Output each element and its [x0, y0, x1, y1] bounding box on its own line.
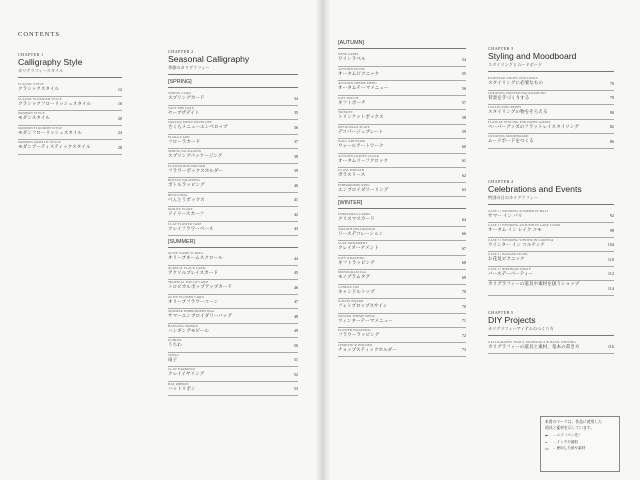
- toc-entry: [18, 126, 122, 141]
- entry-page-number: 67: [461, 245, 466, 251]
- nib-icon: ✒: [545, 433, 549, 439]
- entry-page-number: 63: [461, 187, 466, 192]
- toc-entry: [338, 125, 466, 140]
- entry-japanese: モダンフローリッシュスタイル: [18, 129, 82, 135]
- section-rule: [168, 247, 298, 248]
- toc-entry: [338, 343, 466, 358]
- entry-page-number: 61: [461, 158, 466, 163]
- entry-page-number: 72: [461, 332, 466, 338]
- toc-entry: [488, 340, 614, 355]
- chapter-3-list: [488, 76, 614, 149]
- entry-english: CASE 5 | BIRTHDAY PARTY: [488, 266, 532, 271]
- note-text-1: 本書のマークは、作品に使用した: [545, 420, 602, 424]
- entry-page-number: 110: [607, 256, 614, 262]
- entry-page-number: 116: [607, 344, 614, 349]
- entry-japanese: オータムテーマメニュー: [338, 85, 389, 90]
- entry-page-number: 16: [117, 101, 122, 106]
- toc-entry: [338, 285, 466, 300]
- legend-paper-label: …使用した紙や素材: [553, 446, 586, 450]
- toc-entry: [338, 314, 466, 329]
- toc-entry: [338, 212, 466, 227]
- entry-english: BENTO BOX: [168, 192, 188, 197]
- entry-japanese: お花見ピクニック: [488, 256, 525, 261]
- entry-page-number: 78: [609, 95, 614, 100]
- entry-page-number: 52: [293, 371, 298, 377]
- toc-entry: [488, 91, 614, 106]
- entry-japanese: チョップスティックホルダー: [338, 346, 397, 352]
- entry-japanese: トロピカルポップアップカード: [168, 284, 232, 289]
- section-rule: [338, 48, 466, 49]
- toc-entry: [168, 324, 298, 339]
- entry-page-number: 36: [293, 124, 298, 130]
- entry-japanese: セーブザデイト: [168, 109, 200, 115]
- entry-english: EMBROIDERY RING: [338, 182, 370, 187]
- entry-page-number: 60: [461, 143, 466, 149]
- entry-japanese: モノグラムタグ: [338, 274, 370, 279]
- toc-entry: [168, 295, 298, 310]
- chapter-label: CHAPTER 1: [18, 52, 44, 57]
- entry-english: SENSU: [168, 352, 179, 357]
- entry-page-number: 24: [117, 130, 122, 135]
- entry-page-number: 46: [293, 284, 298, 290]
- section-rule: [338, 208, 466, 209]
- entry-english: HANGING MOBILE: [168, 323, 199, 328]
- entry-japanese: べんとうボックス: [168, 196, 205, 202]
- entry-japanese: ムードボードをつくる: [488, 138, 534, 143]
- entry-english: GLASS WREATH: [338, 168, 365, 172]
- entry-page-number: 40: [293, 182, 298, 188]
- entry-english: ACRYLIC PLACE CARD: [168, 265, 206, 270]
- entry-japanese: ワインラベル: [338, 56, 366, 61]
- entry-japanese: オリーブネームスクロール: [168, 255, 223, 260]
- entry-japanese: さくらメニューエンベロップ: [168, 124, 228, 129]
- chapter-subtitle: カリグラフィースタイル: [18, 68, 64, 73]
- entry-english: OLIVE FLOWER CORN: [168, 294, 204, 299]
- entry-japanese: クラシックスタイル: [18, 86, 60, 91]
- entry-japanese: サマーエンブロイダリーバッグ: [168, 313, 232, 318]
- entry-english: CREATING MOODBOARD: [488, 134, 529, 138]
- entry-page-number: 57: [461, 100, 466, 105]
- legend-ink-label: …インクや顔料: [553, 439, 579, 444]
- chapter-title: Celebrations and Events: [488, 183, 582, 194]
- toc-entry: [488, 238, 614, 253]
- entry-english: MODERN STYLE: [18, 111, 45, 115]
- entry-japanese: 背景を手づくりする: [488, 94, 530, 100]
- entry-english: TRINKET: [338, 110, 353, 114]
- entry-english: BOTTLE WRAPPING: [168, 178, 201, 182]
- legend-nib-label: …ニブ（ペン先）: [553, 433, 582, 437]
- chapter-5-list: [488, 340, 614, 355]
- entry-japanese: クレイイヤリング: [168, 371, 205, 376]
- entry-page-number: 76: [609, 80, 614, 86]
- entry-english: SUMMER EMBROIDERY BAG: [168, 309, 215, 313]
- toc-entry: [338, 96, 466, 111]
- entry-page-number: 80: [609, 109, 614, 115]
- entry-english: WALL ARTWORK: [338, 139, 366, 143]
- entry-page-number: 112: [607, 271, 614, 276]
- entry-japanese: カリグラフィーの道具と素材、基本の書き方: [488, 343, 580, 349]
- entry-page-number: 35: [293, 110, 298, 115]
- chapter-rule: [168, 74, 298, 75]
- entry-japanese: ハンギングモビール: [168, 327, 209, 333]
- entry-japanese: 扇子: [168, 356, 178, 362]
- toc-entry: [338, 256, 466, 271]
- entry-japanese: ギフトラッピング: [338, 259, 375, 265]
- toc-entry: [168, 266, 298, 281]
- book-gutter: [316, 0, 330, 480]
- toc-entry: [168, 280, 298, 295]
- chapter-label: CHAPTER 3: [488, 46, 514, 51]
- entry-japanese: オータム イン レイク コモ: [488, 227, 542, 232]
- entry-english: MODERN FLOURISH STYLE: [18, 125, 63, 130]
- toc-entry: [488, 209, 614, 224]
- toc-entry: [488, 76, 614, 91]
- entry-page-number: 43: [293, 226, 298, 231]
- entry-english: SAVE THE DATE: [168, 105, 194, 110]
- section-spring: [SPRING]: [168, 79, 192, 85]
- entry-english: AUTUMN THEME MENU: [338, 81, 377, 85]
- entry-japanese: オリーブフラワーコーン: [168, 298, 219, 304]
- toc-entry: [168, 222, 298, 237]
- toc-entry: [168, 353, 298, 368]
- entry-japanese: アクリルプレイスカード: [168, 269, 218, 275]
- entry-japanese: ウィンターテーマメニュー: [338, 317, 393, 323]
- chapter-title: Seasonal Calligraphy: [168, 54, 250, 64]
- entry-japanese: フラワーラッピング: [338, 332, 380, 337]
- toc-entry: [18, 140, 122, 155]
- entry-english: CALLIGRAPHY TOOLS, MATERIALS & BASIC WRITING: [488, 339, 576, 344]
- toc-entry: [338, 328, 466, 343]
- entry-english: CASE 2 | WEDDING AUTUMN IN LAKE COMO: [488, 223, 561, 227]
- toc-entry: [168, 135, 298, 150]
- legend-note: [540, 416, 620, 472]
- entry-page-number: 73: [461, 347, 466, 352]
- toc-entry: [488, 120, 614, 135]
- entry-japanese: スプリングカード: [168, 95, 205, 100]
- entry-page-number: 70: [461, 303, 466, 309]
- chapter-subtitle: 季節のカリグラフィー: [168, 65, 210, 70]
- entry-page-number: 28: [117, 144, 122, 150]
- entry-page-number: 98: [609, 227, 614, 233]
- entry-page-number: 69: [461, 274, 466, 280]
- entry-japanese: クレイオーナメント: [338, 245, 379, 250]
- entry-japanese: カリグラフィーの道具や素材を扱うショップ: [488, 281, 580, 286]
- entry-japanese: うちわ: [168, 342, 182, 347]
- entry-japanese: スプリングパッケージング: [168, 153, 223, 158]
- entry-page-number: 114: [607, 285, 614, 291]
- entry-page-number: 42: [293, 211, 298, 217]
- entry-page-number: 66: [461, 231, 466, 236]
- entry-japanese: エンブロイダリーリング: [338, 186, 389, 192]
- toc-entry: [168, 251, 298, 266]
- entry-page-number: 86: [609, 138, 614, 144]
- entry-page-number: 68: [461, 260, 466, 265]
- entry-english: DECOUPAGE PLATE: [338, 124, 370, 129]
- entry-english: CLAY FLOWER VASE: [168, 221, 202, 226]
- toc-entry: [338, 183, 466, 198]
- entry-page-number: 45: [293, 270, 298, 275]
- entry-page-number: 39: [293, 168, 298, 173]
- chapter-rule: [488, 71, 614, 72]
- toc-entry: [338, 154, 466, 169]
- entry-english: GIFT WRAPPING: [338, 255, 365, 260]
- entry-japanese: クラシックフローリッシュスタイル: [18, 100, 92, 106]
- entry-page-number: 20: [117, 115, 122, 121]
- spring-list: [168, 91, 298, 236]
- entry-page-number: 50: [293, 342, 298, 348]
- entry-japanese: ペーパーグッズのフラットレイスタイリング: [488, 123, 579, 129]
- entry-page-number: 53: [293, 386, 298, 391]
- entry-page-number: 54: [461, 56, 466, 62]
- toc-entry: [168, 164, 298, 179]
- entry-japanese: ボトルラッピング: [168, 182, 205, 187]
- toc-entry: [168, 149, 298, 164]
- entry-english: CLASSIC FLOURISH STYLE: [18, 96, 62, 101]
- toc-entry: [488, 105, 614, 120]
- toc-entry: [168, 178, 298, 193]
- entry-page-number: 44: [293, 255, 298, 261]
- contents-title: CONTENTS: [18, 31, 60, 38]
- entry-english: CASE 3 | WEDDING WINTER IN CORTINA: [488, 237, 554, 242]
- entry-english: WREATH DECORATION: [338, 226, 376, 231]
- entry-japanese: クレイフラワーベース: [168, 225, 214, 231]
- entry-english: MODERN ARTISTIC STYLE: [18, 140, 61, 144]
- section-autumn: [AUTUMN]: [338, 40, 365, 46]
- toc-entry: [338, 270, 466, 285]
- chapter-1-list: [18, 82, 122, 155]
- entry-english: TROPICAL POP-UP CARD: [168, 280, 209, 284]
- entry-japanese: オータムリーフクロック: [338, 157, 389, 163]
- entry-english: ESSENTIAL PROPS AND TOOLS: [488, 76, 538, 80]
- entry-english: CANDLE TOP: [338, 284, 360, 289]
- toc-entry: [338, 241, 466, 256]
- entry-japanese: モダンアーティスティックスタイル: [18, 144, 91, 149]
- entry-english: CHOPSTICK HOLDER: [338, 342, 373, 347]
- entry-page-number: 38: [293, 153, 298, 159]
- chapter-title: Calligraphy Style: [18, 57, 83, 67]
- entry-japanese: ウインター イン コルティナ: [488, 241, 545, 247]
- chapters-3-5-column: [488, 46, 614, 354]
- entry-english: HAT RIBBON: [168, 381, 189, 386]
- entry-japanese: リースデコレーション: [338, 230, 384, 236]
- toc-entry: [488, 223, 614, 238]
- chapter-title: DIY Projects: [488, 314, 536, 325]
- entry-english: CLAY EARRINGS: [168, 367, 196, 371]
- toc-entry: [338, 81, 466, 96]
- toc-entry: [168, 120, 298, 135]
- autumn-list: [338, 52, 466, 197]
- entry-japanese: トリンケットボックス: [338, 114, 384, 119]
- entry-page-number: 56: [461, 85, 466, 91]
- entry-english: FLOWER WRAPPING: [338, 328, 372, 332]
- entry-page-number: 12: [117, 86, 122, 92]
- toc-entry: [338, 110, 466, 125]
- entry-japanese: デコパージュプレート: [338, 128, 384, 134]
- entry-japanese: ドイリースカーフ: [168, 211, 205, 216]
- entry-page-number: 71: [461, 318, 466, 323]
- toc-entry: [488, 267, 614, 282]
- chapter-2-continued-column: [338, 40, 466, 357]
- entry-japanese: ギフトポーチ: [338, 99, 366, 105]
- chapter-rule: [488, 204, 614, 205]
- chapter-4-list: [488, 209, 614, 296]
- entry-english: AUTUMN LEAVES CLOCK: [338, 153, 380, 158]
- entry-japanese: スタイリングに必要なもの: [488, 80, 543, 85]
- entry-page-number: 41: [293, 197, 298, 202]
- ink-icon: ◓: [545, 439, 548, 445]
- entry-japanese: スタイリングの物をそろえる: [488, 109, 548, 114]
- entry-page-number: 59: [461, 129, 466, 134]
- toc-entry: [338, 168, 466, 183]
- entry-page-number: 62: [461, 172, 466, 178]
- chapter-1-column: [18, 52, 122, 155]
- paper-icon: ▭: [545, 446, 549, 452]
- chapter-rule: [18, 77, 122, 78]
- entry-english: FLATLAY STYLING FOR PAPER GOODS: [488, 119, 551, 124]
- entry-english: CREATING PAINTED BACKGROUND: [488, 90, 546, 95]
- section-winter: [WINTER]: [338, 200, 363, 206]
- entry-english: CLASSIC STYLE: [18, 82, 44, 86]
- entry-english: AUTUMN PICNIC: [338, 66, 366, 71]
- toc-entry: [168, 338, 298, 353]
- toc-entry: [338, 67, 466, 82]
- toc-entry: [168, 91, 298, 106]
- toc-entry: [168, 207, 298, 222]
- toc-entry: [168, 309, 298, 324]
- entry-japanese: ハットリボン: [168, 385, 196, 391]
- entry-english: FLORA CARD: [168, 134, 190, 139]
- entry-english: UCHIWA: [168, 338, 182, 342]
- entry-english: FLOWER BOX HOLDER: [168, 163, 206, 168]
- chapter-title: Styling and Moodboard: [488, 51, 577, 61]
- toc-entry: [18, 111, 122, 126]
- entry-japanese: フローラカード: [168, 138, 201, 144]
- entry-page-number: 51: [293, 357, 298, 362]
- toc-entry: [488, 281, 614, 296]
- entry-english: OLIVE NAME SCROLL: [168, 251, 204, 255]
- toc-entry: [168, 382, 298, 397]
- entry-page-number: 55: [461, 71, 466, 76]
- chapter-2-column: [168, 49, 298, 396]
- entry-english: DOILEY SCARF: [168, 207, 193, 211]
- entry-english: CLAY ORNAMENT: [338, 241, 368, 245]
- chapter-subtitle: スタイリングとムードボード: [488, 62, 543, 67]
- entry-japanese: ガラスリース: [338, 172, 366, 177]
- entry-japanese: フラワーボックスホルダー: [168, 167, 223, 173]
- entry-english: O-DATE BOARD: [338, 299, 364, 303]
- summer-list: [168, 251, 298, 396]
- entry-english: WINE LABEL: [338, 52, 360, 56]
- chapter-label: CHAPTER 2: [168, 49, 194, 54]
- section-rule: [168, 87, 298, 88]
- entry-english: CHRISTMAS CARDS: [338, 212, 371, 216]
- entry-english: SAKURA MENU ENVELOPE: [168, 120, 212, 124]
- toc-entry: [338, 227, 466, 242]
- entry-page-number: 37: [293, 139, 298, 144]
- entry-page-number: 104: [607, 242, 614, 247]
- entry-japanese: バースデーパーティー: [488, 270, 534, 276]
- toc-entry: [168, 193, 298, 208]
- entry-japanese: モダンスタイル: [18, 115, 50, 120]
- entry-page-number: 64: [461, 216, 466, 222]
- entry-english: SPRING PACKAGING: [168, 149, 202, 153]
- entry-japanese: ウォールアートワーク: [338, 143, 384, 148]
- entry-japanese: キャンドルトップ: [338, 288, 375, 294]
- toc-entry: [488, 252, 614, 267]
- winter-list: [338, 212, 466, 357]
- entry-english: MONOGRAM TAG: [338, 270, 367, 274]
- entry-page-number: 82: [609, 124, 614, 129]
- entry-page-number: 70: [461, 289, 466, 294]
- entry-english: GIFT POUCH: [338, 95, 359, 100]
- entry-page-number: 48: [293, 313, 298, 319]
- chapter-label: CHAPTER 5: [488, 309, 514, 315]
- toc-entry: [18, 82, 122, 97]
- toc-entry: [168, 106, 298, 121]
- entry-page-number: 34: [293, 95, 298, 101]
- note-text-2: 道具と素材を示しています。: [545, 426, 595, 430]
- entry-english: CASE 4 | HANAMI PICNIC: [488, 252, 529, 256]
- chapter-subtitle: 特別の日のカリグラフィー: [488, 194, 538, 200]
- entry-page-number: 47: [293, 299, 298, 304]
- toc-entry: [338, 299, 466, 314]
- entry-page-number: 92: [609, 213, 614, 218]
- toc-entry: [18, 97, 122, 112]
- entry-japanese: サマー イン バリ: [488, 212, 523, 218]
- entry-japanese: オータムピクニック: [338, 70, 380, 76]
- entry-english: SPRING CARD: [168, 91, 191, 95]
- toc-entry: [488, 134, 614, 149]
- legend-paper: [541, 445, 619, 452]
- chapter-subtitle: カリグラフィーアイテムのつくり方: [488, 325, 554, 331]
- entry-page-number: 58: [461, 114, 466, 120]
- toc-entry: [338, 139, 466, 154]
- entry-japanese: フォトプロップスサイン: [338, 303, 388, 308]
- entry-page-number: 49: [293, 328, 298, 333]
- toc-entry: [338, 52, 466, 67]
- entry-english: WINTER THEME MENU: [338, 313, 376, 318]
- chapter-label: CHAPTER 4: [488, 178, 514, 184]
- entry-english: COLLECTING PROPS: [488, 105, 522, 109]
- entry-english: CASE 1 | WEDDING SUMMER IN BALI: [488, 208, 548, 213]
- section-summer: [SUMMER]: [168, 239, 195, 245]
- toc-entry: [168, 367, 298, 382]
- entry-japanese: クリスマスカード: [338, 216, 375, 221]
- chapter-rule: [488, 335, 614, 336]
